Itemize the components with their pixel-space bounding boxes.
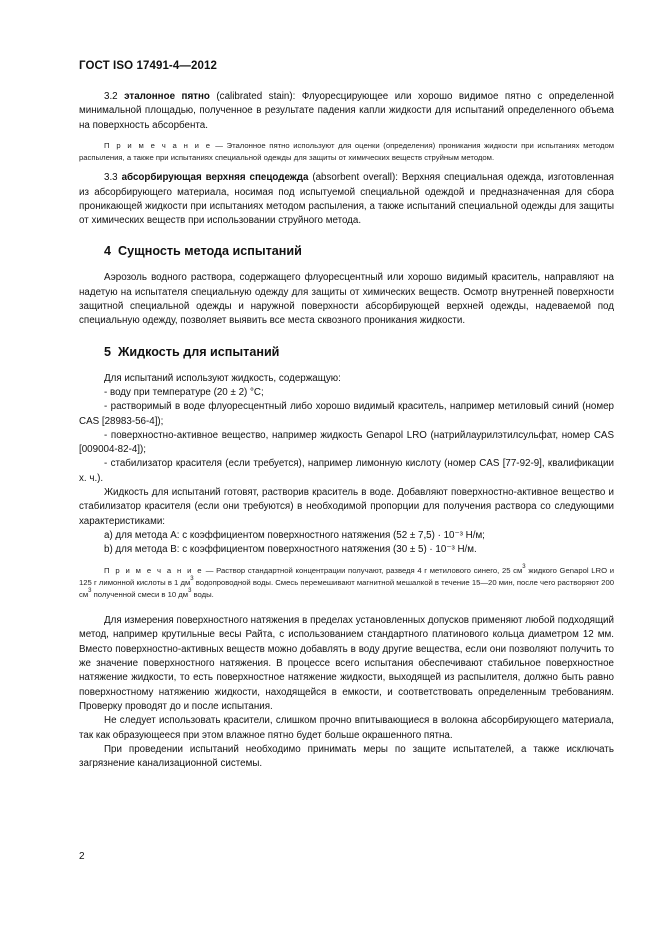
safety-paragraph: При проведении испытаний необходимо принимать меры по защите испытателей, а также исключать загрязнение канализационной системы. [79, 743, 614, 770]
note-text: — Эталонное пятно используют для оценки (определения) проникания жидкости при испытаниях методом распыления, а также при испытаниях специальной одежды для защиты от химических веществ струйным методом. [79, 140, 615, 163]
dye-warning-paragraph: Не следует использовать красители, слишком прочно впитывающиеся в волокна абсорбирующего материала, так как образующееся при этом влажное пятно будет больше окрашенного пятна. [79, 715, 614, 741]
defined-term: абсорбирующая верхняя спецодежда [121, 172, 309, 184]
section-title: Жидкость для испытаний [118, 344, 280, 359]
section-title: Сущность метода испытаний [118, 244, 302, 259]
liquid-component-dye: - растворимый в воде флуоресцентный либо хорошо видимый краситель, например метиловый синий (номер CAS [28983-56-4]); [79, 401, 614, 427]
liquid-intro: Для испытаний используют жидкость, содержащую: [104, 372, 341, 384]
section-5-heading [79, 345, 614, 359]
definition-3-2 [79, 90, 614, 133]
document-header: ГОСТ ISO 17491-4—2012 [79, 60, 217, 72]
definition-3-3 [79, 171, 614, 228]
section-4-text: Аэрозоль водного раствора, содержащего флуоресцентный или хорошо видимый краситель, направляют на надетую на испытателя специальную одежду для защиты от химических веществ. Осмотр внутренней поверхности защитной специальной одежды и наружной поверхности абсорбирующей верхней одежды, надеваемой под специальную одежду, позволяет выявить все места сквозного проникания жидкости. [79, 272, 614, 327]
method-a-requirement: a) для метода А: с коэффициентом поверхностного натяжения (52 ± 7,5) · 10⁻³ Н/м; [104, 529, 485, 541]
page-number: 2 [79, 851, 85, 862]
definition-text: (calibrated stain): Флуоресцирующее или хорошо видимое пятно с определенной минимальной площадью, полученное в результате падения капли жидкости для испытаний определенного объема на поверхность абсорбента. [79, 91, 614, 131]
section-number: 5 [104, 344, 112, 359]
note-label: П р и м е ч а н и е [104, 140, 212, 150]
liquid-component-surfactant: - поверхностно-активное вещество, например жидкость Genapol LRO (натрийлаурилэтилсульфат, номер CAS [009004-82-4]); [79, 429, 614, 456]
method-b-requirement: b) для метода В: с коэффициентом поверхностного натяжения (30 ± 5) · 10⁻³ Н/м. [104, 544, 477, 556]
document-page [79, 60, 614, 771]
note-standard-solution: П р и м е ч а н и е — Раствор стандартной концентрации получают, разведя 4 г метилового синего, 25 $см^3$ жидкого Genapol LRO и 125 г лимонной кислоты в 1 $дм^3$ водопроводной воды. Смесь перемешивают магнитной мешалкой в течение 15—20 мин, после чего растворяют 200 $см^3$ полученной смеси в 10 $дм^3$ воды. [79, 563, 615, 599]
liquid-component-water: - воду при температуре (20 ± 2) °С; [104, 386, 264, 398]
liquid-preparation: Жидкость для испытаний готовят, растворив краситель в воде. Добавляют поверхностно-активное вещество и стабилизатор красителя (если они требуются) в необходимой пропорции для получения раствора со следующими характеристиками: [79, 487, 614, 527]
section-4-heading [79, 244, 614, 258]
clause-number: 3.3 [104, 172, 118, 184]
note-3-2 [79, 140, 614, 164]
note-label: П р и м е ч а н и е [104, 565, 204, 575]
defined-term: эталонное пятно [124, 91, 210, 102]
clause-number: 3.2 [104, 91, 118, 102]
surface-tension-paragraph: Для измерения поверхностного натяжения в пределах установленных допусков применяют любой подходящий метод, например крутильные весы Райта, с использованием стандартного платинового кольца диаметром 12 мм. Вместо поверхностно-активных веществ можно добавлять в воду другие вещества, если они позволяют получить то же значение поверхностного натяжения. В процессе всего испытания обеспечивают стабильное поверхностное натяжение жидкости, то есть поверхностное натяжение жидкости, выходящей из распылителя, должно быть равно поверхностному натяжению жидкости, находящейся в емкости, и соответствовать определенным требованиям. Проверку проводят до и после испытания. [79, 615, 614, 712]
definition-text: (absorbent overall): Верхняя специальная одежда, изготовленная из абсорбирующего материала, носимая под испытуемой специальной одеждой и предназначенная для сбора проникающей жидкости при испытаниях методом распыления, а также испытаний специальной одежды для защиты от химических веществ при использовании струйного метода. [79, 172, 614, 227]
section-number: 4 [104, 244, 112, 259]
liquid-component-stabilizer: - стабилизатор красителя (если требуется), например лимонную кислоту (номер CAS [77-92-9], квалификации х. ч.). [79, 458, 614, 484]
